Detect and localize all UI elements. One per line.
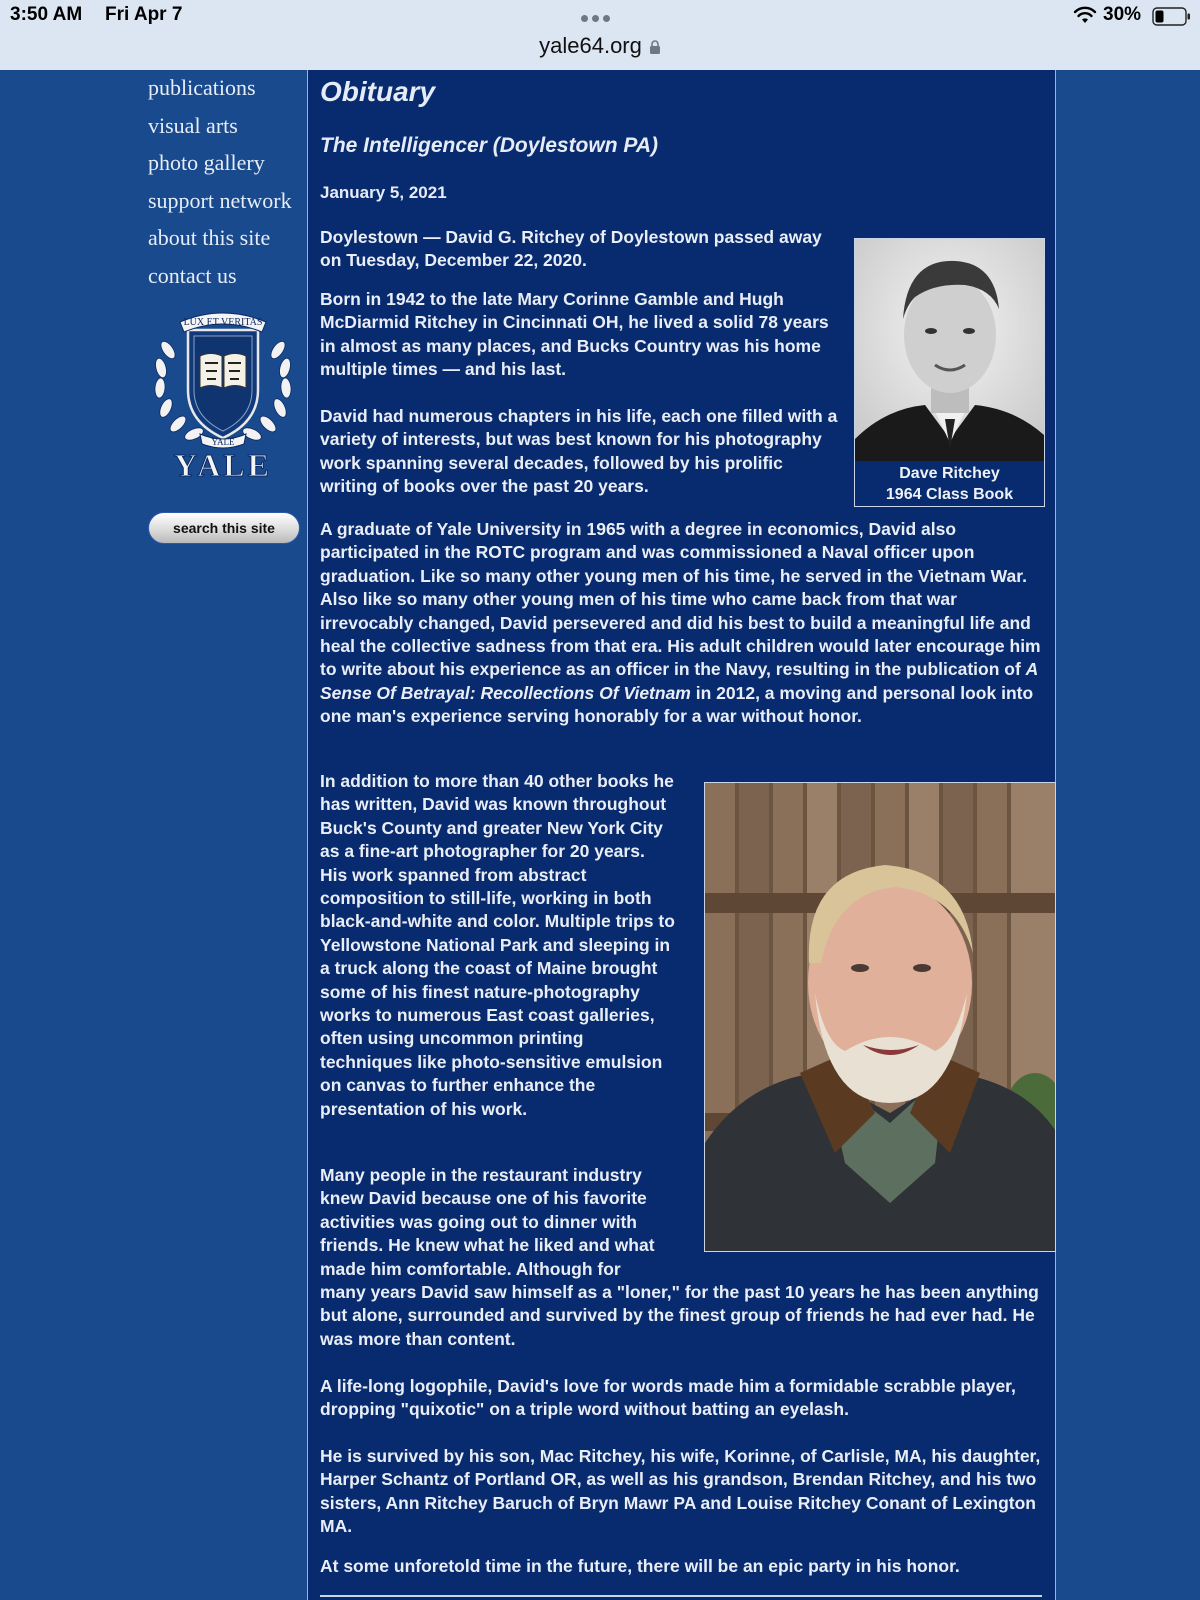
page-title: Obituary	[320, 76, 436, 107]
status-date: Fri Apr 7	[105, 4, 183, 25]
address-bar[interactable]	[0, 33, 1200, 59]
nav-photo-gallery[interactable]: photo gallery	[148, 150, 265, 175]
photo-caption	[855, 463, 1044, 505]
class-book-portrait-image	[855, 239, 1044, 461]
paragraph-yale-navy	[320, 518, 1042, 729]
yale-wordmark: YALE	[174, 447, 272, 483]
url-text: yale64.org	[539, 33, 642, 58]
paragraph-restaurants	[320, 1164, 1042, 1351]
more-dots-icon[interactable]	[581, 15, 621, 25]
p4-text-before: A graduate of Yale University in 1965 with a degree in economics, David also participated in the ROTC program and was commissioned a Naval officer upon graduation. Like so many other young men of his time, he served in the Vietnam War. Also like so many other young men of his time who came back from that war irrevocably changed, David persevered and did his best to build a meaningful life and heal the collective sadness from that era. His adult children would later encourage him to write about his experience as an officer in the Navy, resulting in the publication of	[320, 519, 1041, 680]
wifi-icon	[1073, 6, 1097, 24]
paragraph-birth: Born in 1942 to the late Mary Corinne Gamble and Hugh McDiarmid Ritchey in Cincinnati OH, he lived a solid 78 years in almost as many places, and Bucks Country was his home multiple times — and his last.	[320, 289, 829, 380]
nav-publications[interactable]: publications	[148, 75, 256, 100]
battery-percent: 30%	[1103, 4, 1142, 25]
seal-motto-text: LUX ET VERITAS	[183, 317, 263, 328]
nav-visual-arts[interactable]: visual arts	[148, 112, 238, 138]
seal-banner-text: YALE	[211, 437, 235, 447]
lock-icon	[649, 40, 661, 54]
paragraph-party: At some unforetold time in the future, there will be an epic party in his honor.	[320, 1556, 960, 1576]
caption-source: 1964 Class Book	[885, 486, 1014, 503]
paragraph-chapters: David had numerous chapters in his life, each one filled with a variety of interests, but was best known for his photography work spanning several decades, followed by his prolific writing of books over the past 20 years.	[320, 406, 838, 497]
battery-icon	[1152, 7, 1192, 26]
book-title: A Sense Of Betrayal: Recollections Of Vietnam	[320, 659, 1038, 703]
publish-date: January 5, 2021	[320, 183, 447, 202]
nav-support-network[interactable]: support network	[148, 187, 292, 213]
status-time: 3:50 AM	[10, 4, 83, 25]
p6-text-narrow: Many people in the restaurant industry knew David because one of his favorite activities was going out to dinner with friends. He knew what he liked and what made him comfortable. Although for	[320, 1165, 655, 1279]
yale-seal-logo	[148, 300, 298, 490]
search-site-button[interactable]: search this site	[148, 512, 300, 544]
paragraph-survivors: He is survived by his son, Mac Ritchey, his wife, Korinne, of Carlisle, MA, his daughter, Harper Schantz of Portland OR, as well as his grandson, Brendan Ritchey, and his two sisters, Ann Ritchey Baruch of Bryn Mawr PA and Louise Ritchey Conant of Lexington MA.	[320, 1446, 1041, 1537]
site-nav	[148, 72, 308, 297]
source-heading: The Intelligencer (Doylestown PA)	[320, 134, 658, 157]
class-book-photo	[854, 238, 1045, 507]
paragraph-intro: Doylestown — David G. Ritchey of Doylestown passed away on Tuesday, December 22, 2020.	[320, 227, 822, 271]
browser-status-bar	[0, 0, 1200, 70]
nav-about-this-site[interactable]: about this site	[148, 225, 271, 250]
p4-text-after: in 2012, a moving and personal look into one man's experience serving honorably for a war without honor.	[320, 682, 1034, 727]
caption-name: Dave Ritchey	[899, 465, 1000, 482]
paragraph-logophile: A life-long logophile, David's love for words made him a formidable scrabble player, dropping "quixotic" on a triple word without batting an eyelash.	[320, 1376, 1016, 1420]
nav-contact-us[interactable]: contact us	[148, 262, 237, 288]
divider	[320, 1595, 1042, 1597]
p6-text-wide: many years David saw himself as a "loner," for the past 10 years he has been anything but alone, surrounded and survived by the finest group of friends he had ever had. He was more than content.	[320, 1282, 1039, 1349]
paragraph-photography: In addition to more than 40 other books he has written, David was known throughout Buck's County and greater New York City as a fine-art photographer for 20 years. His work spanned from abstract composition to still-life, working in both black-and-white and color. Multiple trips to Yellowstone National Park and sleeping in a truck along the coast of Maine brought some of his finest nature-photography works to numerous East coast galleries, often using uncommon printing techniques like photo-sensitive emulsion on canvas to further enhance the presentation of his work.	[320, 771, 675, 1119]
content-column	[307, 70, 1056, 1600]
